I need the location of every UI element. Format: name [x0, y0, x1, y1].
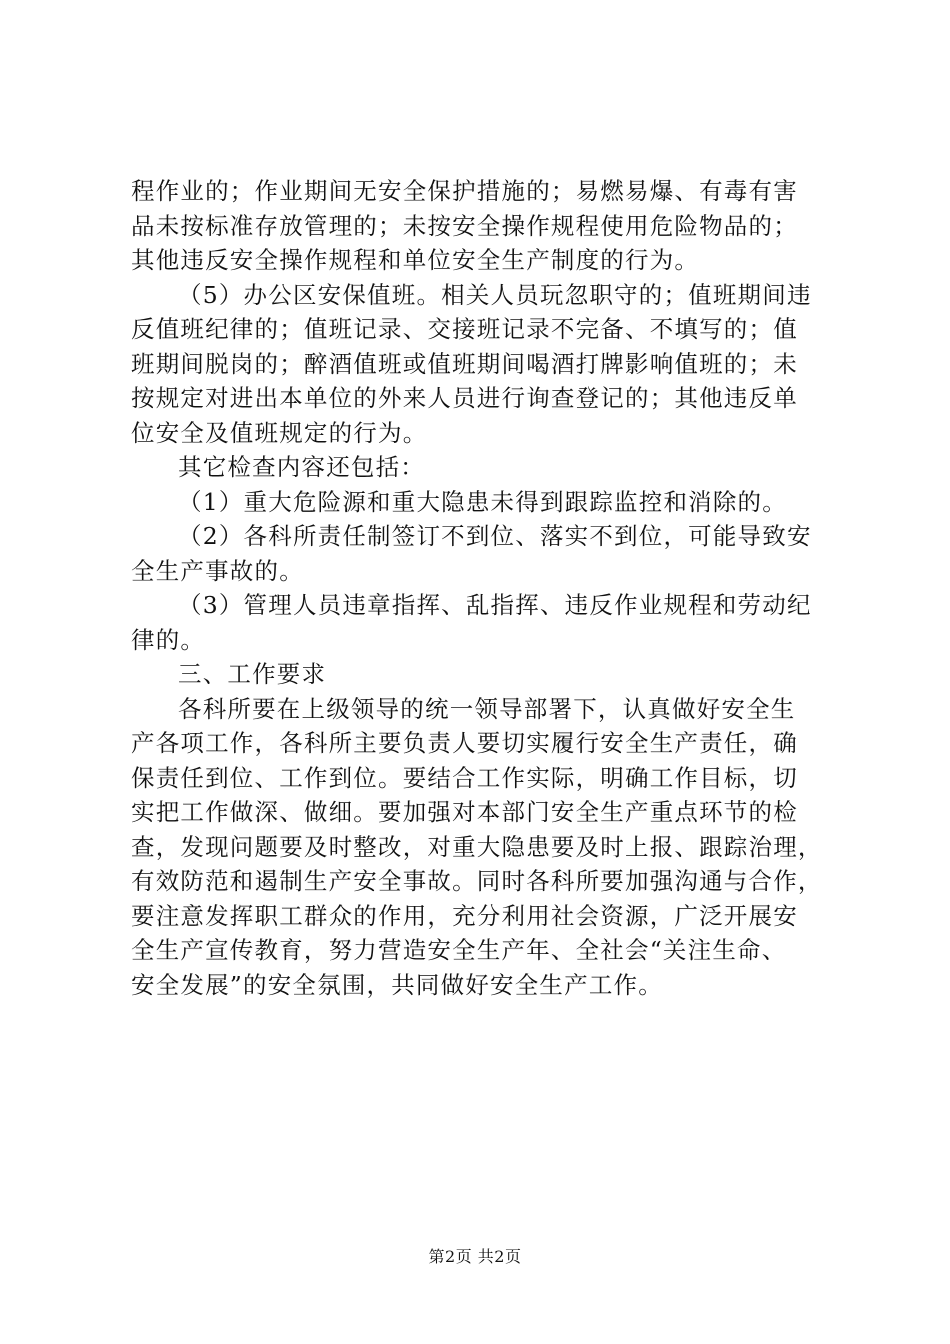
text-line: 产各项工作，各科所主要负责人要切实履行安全生产责任，确	[131, 729, 798, 757]
text-line: 查，发现问题要及时整改，对重大隐患要及时上报、跟踪治理，	[131, 832, 823, 861]
section-heading: 三、工作要求	[178, 660, 327, 688]
text-line: 各科所要在上级领导的统一领导部署下，认真做好安全生	[178, 694, 796, 723]
text-line: 律的。	[131, 625, 206, 654]
text-line: （5）办公区安保值班。相关人员玩忽职守的；值班期间违	[178, 280, 812, 309]
page-number-label: 第2页 共2页	[428, 1247, 522, 1266]
text-line: （1）重大危险源和重大隐患未得到跟踪监控和消除的。	[178, 487, 787, 516]
text-line: 要注意发挥职工群众的作用，充分利用社会资源，广泛开展安	[131, 901, 798, 930]
text-line: 安全发展”的安全氛围，共同做好安全生产工作。	[131, 970, 663, 999]
text-line: （3）管理人员违章指挥、乱指挥、违反作业规程和劳动纪	[178, 591, 812, 619]
document-body	[131, 174, 833, 1002]
text-line: 品未按标准存放管理的；未按安全操作规程使用危险物品的；	[131, 211, 798, 240]
text-line: 按规定对进出本单位的外来人员进行询查登记的；其他违反单	[131, 384, 798, 412]
text-line: （2）各科所责任制签订不到位、落实不到位，可能导致安	[178, 522, 812, 550]
text-line: 班期间脱岗的；醉酒值班或值班期间喝酒打牌影响值班的；未	[131, 349, 798, 378]
text-line: 有效防范和遏制生产安全事故。同时各科所要加强沟通与合作，	[131, 867, 823, 895]
text-line: 其它检查内容还包括：	[178, 453, 425, 481]
text-line: 位安全及值班规定的行为。	[131, 418, 428, 447]
text-line: 其他违反安全操作规程和单位安全生产制度的行为。	[131, 246, 700, 274]
text-line: 反值班纪律的；值班记录、交接班记录不完备、不填写的；值	[131, 315, 798, 343]
page-footer	[0, 1244, 950, 1267]
text-line: 全生产事故的。	[131, 556, 304, 585]
text-line: 程作业的；作业期间无安全保护措施的；易燃易爆、有毒有害	[131, 177, 798, 205]
text-line: 保责任到位、工作到位。要结合工作实际，明确工作目标，切	[131, 763, 798, 792]
text-line: 实把工作做深、做细。要加强对本部门安全生产重点环节的检	[131, 798, 798, 826]
text-line: 全生产宣传教育，努力营造安全生产年、全社会“关注生命、	[131, 936, 787, 964]
